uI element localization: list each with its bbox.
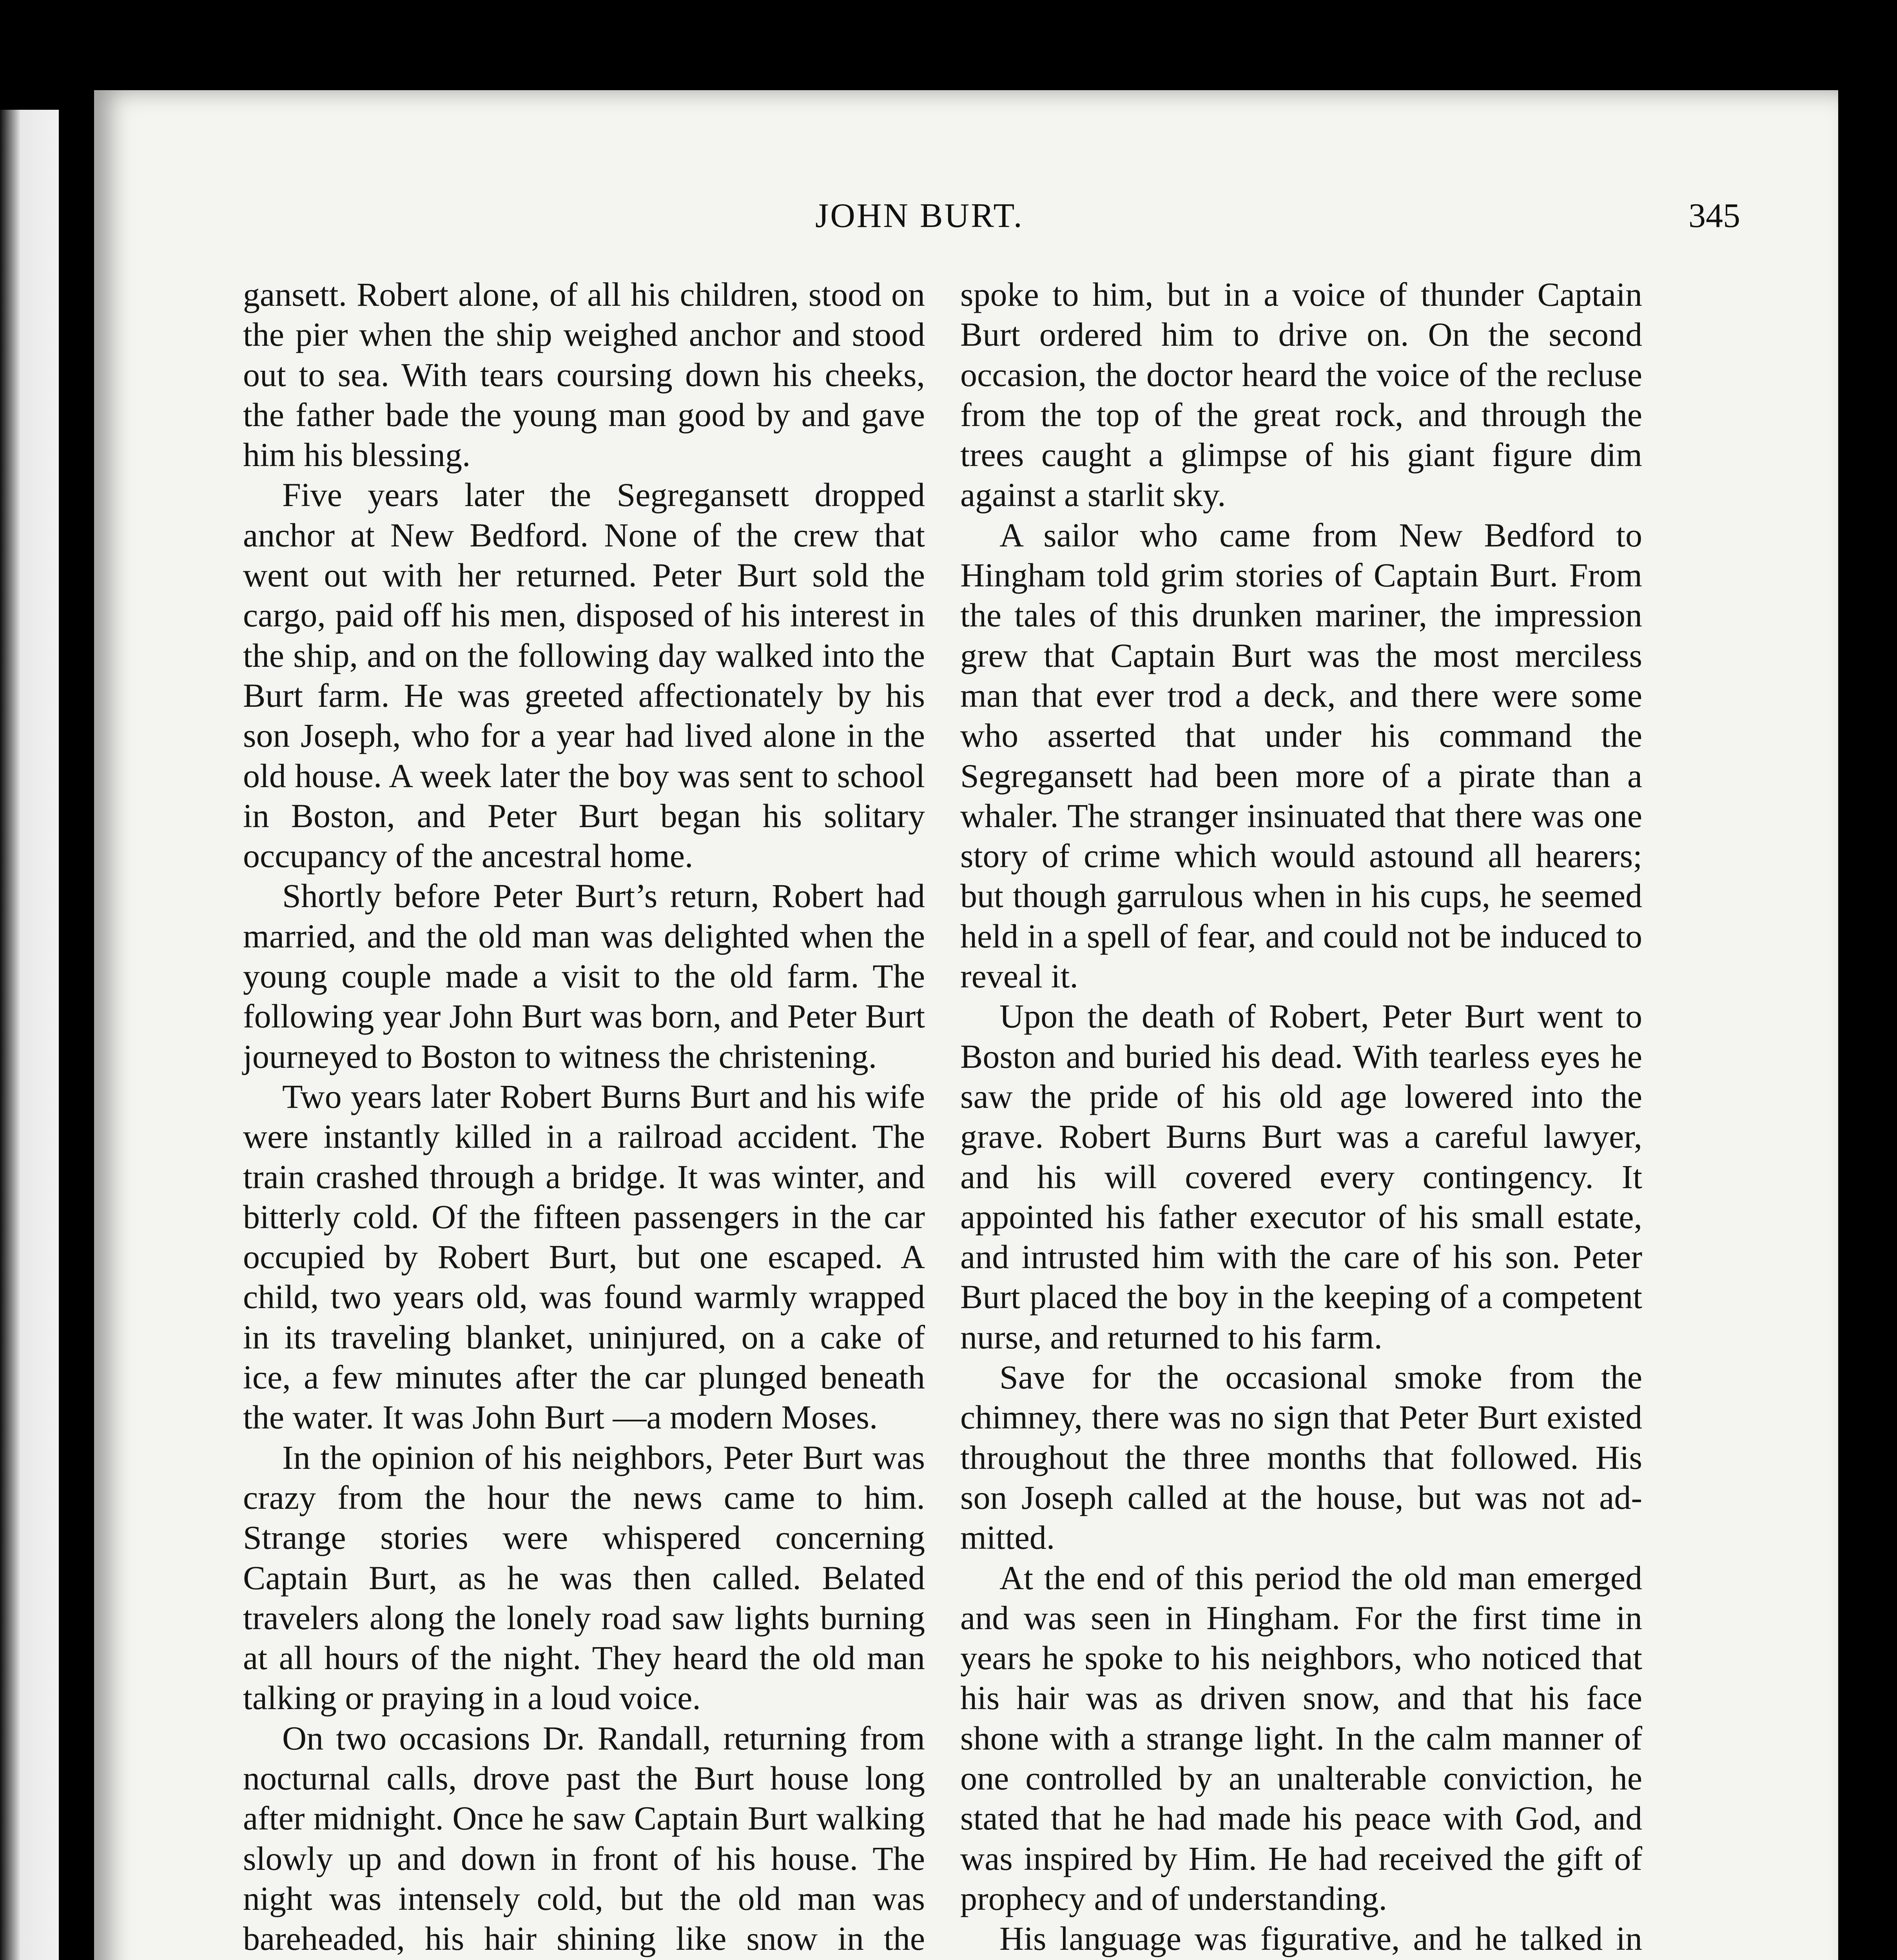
right-text-column: [960, 274, 1642, 1960]
paragraph: In the opinion of his neighbors, Peter Burt was crazy from the hour the news came to him. Strange stories were whispered concerning Captain Burt, as he was then called. Belated travelers along the lonely road saw lights burning at all hours of the night. They heard the old man talking or praying in a loud voice.: [243, 1438, 925, 1717]
left-text-column: [243, 274, 925, 1960]
paragraph: gansett. Robert alone, of all his children, stood on the pier when the ship weighed anchor and stood out to sea. With tears coursing down his cheeks, the father bade the young man good by and gave him his blessing.: [243, 276, 925, 474]
page-number: 345: [1688, 197, 1740, 235]
paragraph: On two occasions Dr. Randall, returning from nocturnal calls, drove past the Burt house long after midnight. Once he saw Captain Burt walking slowly up and down in front of his house. The night was intensely cold, but the old man was bareheaded, his hair shining like snow in the: [243, 1719, 925, 1958]
paragraph: Five years later the Segregansett dropped anchor at New Bedford. None of the crew that went out with her returned. Peter Burt sold the cargo, paid off his men, disposed of his interest in the ship, and on the following day walked into the Burt farm. He was greeted affectionately by his son Joseph, who for a year had lived alone in the old house. A week later the boy was sent to school in Boston, and Peter Burt began his solitary occupancy of the ancestral home.: [243, 476, 925, 875]
book-page: [94, 90, 1838, 1960]
paragraph: spoke to him, but in a voice of thunder Captain Burt ordered him to drive on. On the second occasion, the doctor heard the voice of the recluse from the top of the great rock, and through the trees caught a glimpse of his giant figure dim against a starlit sky.: [960, 276, 1642, 514]
paragraph: Two years later Robert Burns Burt and his wife were instantly killed in a railroad accident. The train crashed through a bridge. It was winter, and bitterly cold. Of the fifteen passengers in the car occupied by Robert Burt, but one escaped. A child, two years old, was found warmly wrapped in its traveling blanket, uninjured, on a cake of ice, a few minutes after the car plunged beneath the water. It was John Burt —a modern Moses.: [243, 1077, 925, 1436]
running-head-title: JOHN BURT.: [815, 197, 1024, 235]
paragraph: Save for the occasional smoke from the chimney, there was no sign that Peter Burt existed throughout the three months that followed. His son Joseph called at the house, but was not admitted.: [960, 1358, 1642, 1557]
paragraph: A sailor who came from New Bedford to Hingham told grim stories of Captain Burt. From the tales of this drunken mariner, the impression grew that Captain Burt was the most merciless man that ever trod a deck, and there were some who asserted that under his command the Segregansett had been more of a pirate than a whaler. The stranger insinuated that there was one story of crime which would astound all hearers; but though garrulous when in his cups, he seemed held in a spell of fear, and could not be induced to reveal it.: [960, 516, 1642, 995]
facing-page-edge: [0, 110, 59, 1960]
paragraph: At the end of this period the old man emerged and was seen in Hingham. For the first time in years he spoke to his neighbors, who noticed that his hair was as driven snow, and that his face shone with a strange light. In the calm manner of one controlled by an unalterable conviction, he stated that he had made his peace with God, and was inspired by Him. He had received the gift of prophecy and of understanding.: [960, 1559, 1642, 1917]
paragraph: His language was figurative, and he talked in: [999, 1920, 1642, 1958]
running-head: [94, 196, 1838, 274]
paragraph: Upon the death of Robert, Peter Burt went to Boston and buried his dead. With tearless eyes he saw the pride of his old age lowered into the grave. Robert Burns Burt was a careful lawyer, and his will covered every contingency. It appointed his father executor of his small estate, and intrusted him with the care of his son. Peter Burt placed the boy in the keeping of a competent nurse, and returned to his farm.: [960, 997, 1642, 1356]
paragraph: Shortly before Peter Burt’s return, Robert had married, and the old man was delighted when the young couple made a visit to the old farm. The following year John Burt was born, and Peter Burt journeyed to Boston to witness the christening.: [243, 877, 925, 1075]
